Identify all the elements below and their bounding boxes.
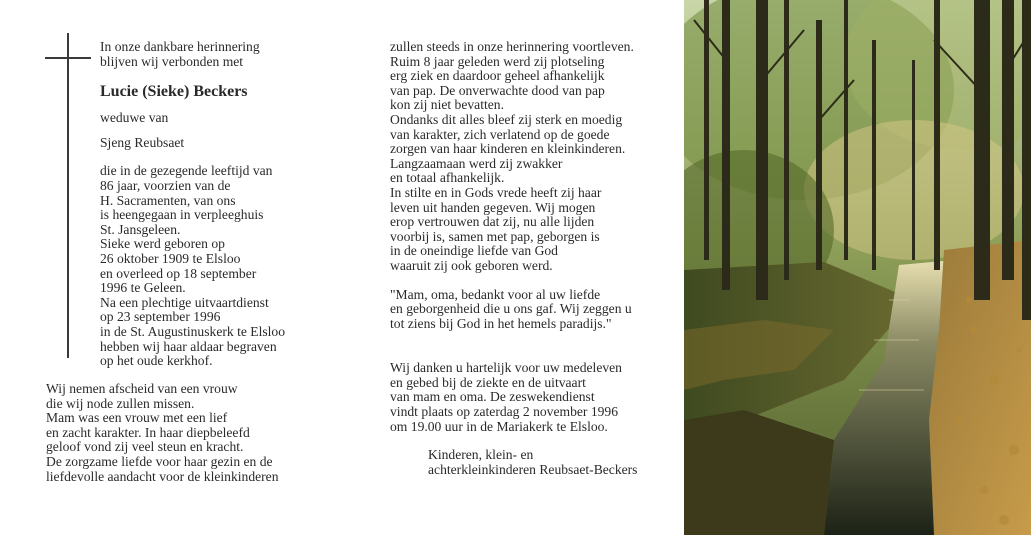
body-line: 1996 te Geleen.: [100, 280, 186, 296]
body-line: erg ziek en daardoor geheel afhankelijk: [390, 68, 605, 84]
thanks-line: van mam en oma. De zeswekendienst: [390, 389, 595, 405]
farewell-line: Mam was een vrouw met een lief: [46, 410, 228, 426]
farewell-line: en zacht karakter. In haar diepbeleefd: [46, 424, 250, 440]
thanks-line: en gebed bij de ziekte en de uitvaart: [390, 374, 586, 390]
body-line: Ruim 8 jaar geleden werd zij plotseling: [390, 53, 605, 69]
body-line: is heengegaan in verpleeghuis: [100, 207, 264, 223]
body-line: waaruit zij ook geboren werd.: [390, 257, 553, 273]
thanks-line: om 19.00 uur in de Mariakerk te Elsloo.: [390, 418, 608, 434]
quote-line: tot ziens bij God in het hemels paradijs.": [390, 315, 612, 331]
body-line: op 23 september 1996: [100, 309, 221, 325]
farewell-line: die wij node zullen missen.: [46, 395, 195, 411]
left-column-bottom: [46, 382, 346, 484]
body-line: Sieke werd geboren op: [100, 236, 225, 252]
quote-line: en geborgenheid die u ons gaf. Wij zeggen u: [390, 301, 632, 317]
body-line: van pap. De onverwachte dood van pap: [390, 82, 605, 98]
thanks-line: vindt plaats op zaterdag 2 november 1996: [390, 404, 619, 420]
body-line: zorgen van haar kinderen en kleinkinderen.: [390, 141, 626, 157]
deceased-name: Lucie (Sieke) Beckers: [100, 83, 248, 101]
body-line: 86 jaar, voorzien van de: [100, 177, 231, 193]
intro-line: In onze dankbare herinnering: [100, 39, 260, 54]
signature-line: achterkleinkinderen Reubsaet-Beckers: [428, 461, 638, 477]
body-line: op het oude kerkhof.: [100, 353, 213, 369]
body-line: hebben wij haar aldaar begraven: [100, 338, 277, 354]
left-column-top: [100, 40, 360, 369]
middle-column: [390, 40, 670, 477]
farewell-line: Wij nemen afscheid van een vrouw: [46, 381, 238, 396]
thanks-line: Wij danken u hartelijk voor uw medeleven: [390, 360, 622, 376]
body-line: Langzaamaan werd zij zwakker: [390, 155, 563, 171]
body-line: in de oneindige liefde van God: [390, 243, 558, 259]
body-line: voorbij is, samen met pap, geborgen is: [390, 228, 600, 244]
forest-stream-photo: [684, 0, 1031, 535]
farewell-line: liefdevolle aandacht voor de kleinkinderen: [46, 468, 279, 484]
body-line: en totaal afhankelijk.: [390, 170, 505, 186]
body-line: Na een plechtige uitvaartdienst: [100, 294, 269, 310]
body-line: Ondanks dit alles bleef zij sterk en moedig: [390, 111, 623, 127]
farewell-line: geloof vond zij veel steun en kracht.: [46, 439, 244, 455]
spouse-name: Sjeng Reubsaet: [100, 134, 185, 150]
cross-icon: [67, 33, 69, 358]
body-line: H. Sacramenten, van ons: [100, 192, 236, 208]
quote-line: "Mam, oma, bedankt voor al uw liefde: [390, 286, 601, 302]
body-line: 26 oktober 1909 te Elsloo: [100, 250, 241, 266]
widow-of-label: weduwe van: [100, 110, 169, 126]
body-line: kon zij niet bevatten.: [390, 97, 505, 113]
body-line: zullen steeds in onze herinnering voortleven.: [390, 39, 634, 54]
body-line: In stilte en in Gods vrede heeft zij haar: [390, 184, 602, 200]
body-line: van karakter, zich verlatend op de goede: [390, 126, 610, 142]
farewell-line: De zorgzame liefde voor haar gezin en de: [46, 453, 273, 469]
cross-icon-bar: [45, 57, 91, 59]
signature-line: Kinderen, klein- en: [428, 447, 534, 463]
body-line: in de St. Augustinuskerk te Elsloo: [100, 323, 286, 339]
body-line: die in de gezegende leeftijd van: [100, 163, 273, 179]
forest-stream-image: [684, 0, 1031, 535]
body-line: leven uit handen gegeven. Wij mogen: [390, 199, 596, 215]
intro-line: blijven wij verbonden met: [100, 53, 244, 69]
body-line: erop vertrouwen dat zij, nu alle lijden: [390, 214, 595, 230]
body-line: en overleed op 18 september: [100, 265, 257, 281]
body-line: St. Jansgeleen.: [100, 221, 181, 237]
